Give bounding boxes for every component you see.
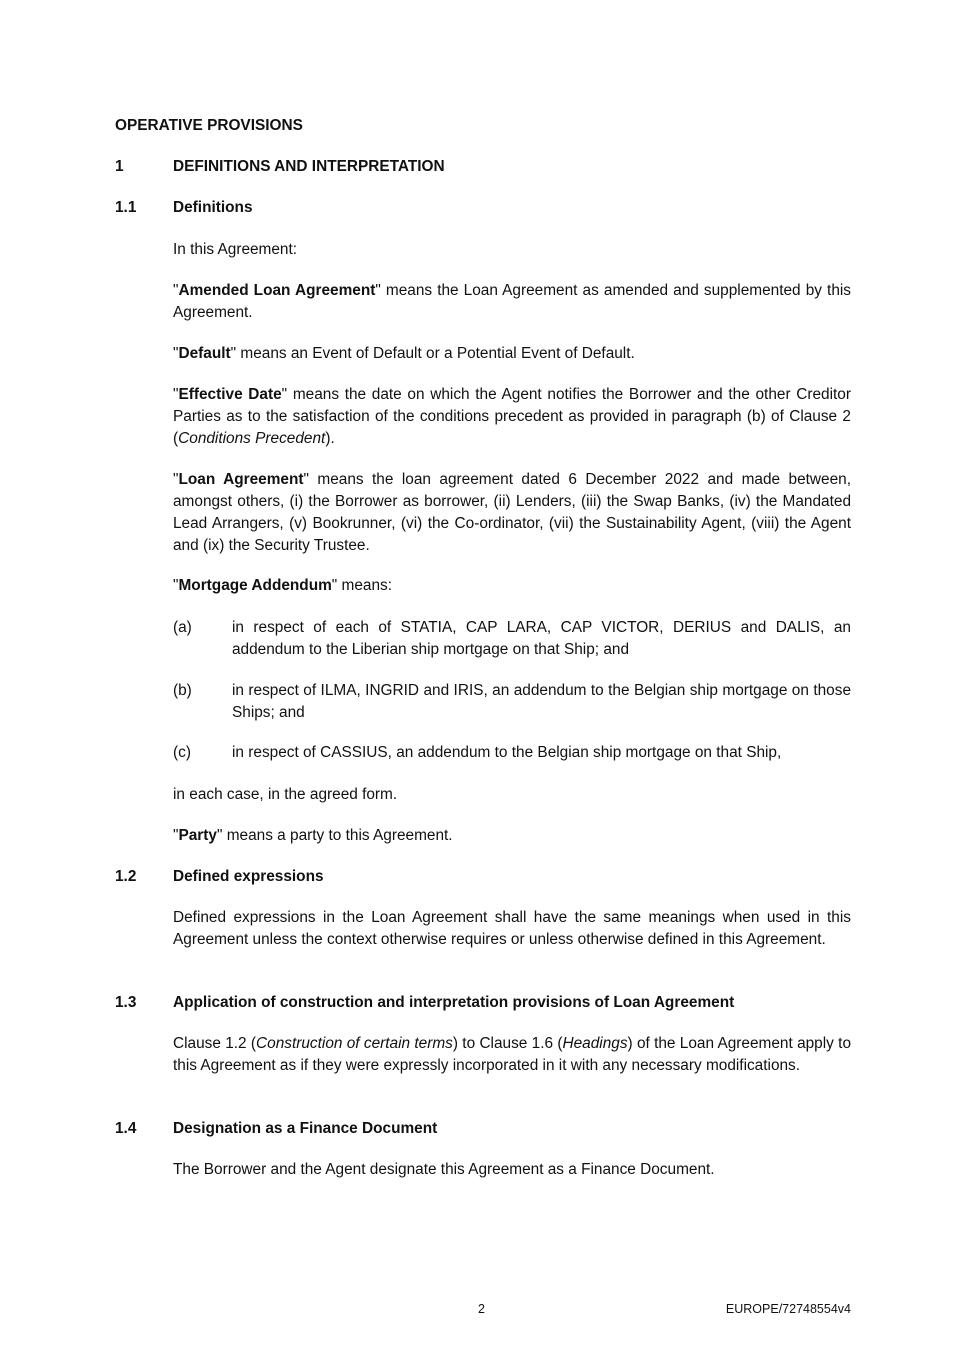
section-1-2-number: 1.2: [115, 868, 137, 885]
body-text: ) to Clause 1.6 (: [452, 1035, 563, 1052]
defined-term: Loan Agreement: [178, 471, 304, 488]
list-item: in respect of each of STATIA, CAP LARA, CAP VICTOR, DERIUS and DALIS, an addendum to the Liberian ship mortgage on that Ship; and: [232, 619, 851, 658]
list-item: in respect of CASSIUS, an addendum to the Belgian ship mortgage on that Ship,: [232, 744, 782, 761]
definition-party: "Party" means a party to this Agreement.: [173, 827, 453, 844]
section-1-1-heading: Definitions: [173, 199, 253, 216]
section-1-2-body: Defined expressions in the Loan Agreement shall have the same meanings when used in this Agreement unless the context otherwise requires or unless otherwise defined in this Agreement.: [173, 909, 851, 948]
list-item-label: (c): [173, 744, 191, 761]
definition-text: " means a party to this Agreement.: [216, 827, 453, 844]
defined-term: Amended Loan Agreement: [178, 282, 376, 299]
definition-amended-loan-agreement: "Amended Loan Agreement" means the Loan Agreement as amended and supplemented by this Agreement.: [173, 282, 851, 321]
definition-text: " means the loan agreement dated 6 December 2022 and made between, amongst others, (i) the Borrower as borrower, (ii) Lenders, (iii) the Swap Banks, (iv) the Mandated Lead Arrangers, (v) Bookrunner, (vi) the Co-ordinator, (vii) the Sustainability Agent, (viii) the Agent and (ix) the Security Trustee.: [173, 471, 851, 554]
section-1-4-body: The Borrower and the Agent designate this Agreement as a Finance Document.: [173, 1161, 715, 1178]
list-item-label: (b): [173, 682, 192, 699]
definition-default: "Default" means an Event of Default or a Potential Event of Default.: [173, 345, 635, 362]
clause-reference: Construction of certain terms: [256, 1035, 453, 1052]
section-1-1-number: 1.1: [115, 199, 137, 216]
page-title: OPERATIVE PROVISIONS: [115, 117, 303, 134]
section-1-4-heading: Designation as a Finance Document: [173, 1120, 438, 1137]
body-text: ) of the Loan Agreement apply to this Agreement as if they were expressly incorporated in it with any necessary modifications.: [173, 1035, 851, 1074]
body-text: Clause 1.2 (: [173, 1035, 257, 1052]
clause-1-heading: DEFINITIONS AND INTERPRETATION: [173, 158, 445, 175]
clause-reference: Conditions Precedent: [178, 430, 326, 447]
list-item: in respect of ILMA, INGRID and IRIS, an addendum to the Belgian ship mortgage on those Ships; and: [232, 682, 851, 721]
clause-1-number: 1: [115, 158, 124, 175]
section-1-4-number: 1.4: [115, 1120, 137, 1137]
definition-text: " means the Loan Agreement as amended and supplemented by this Agreement.: [173, 282, 851, 321]
document-reference: EUROPE/72748554v4: [725, 1302, 851, 1316]
defined-term: Effective Date: [178, 386, 282, 403]
clause-reference: Headings: [562, 1035, 628, 1052]
section-1-3-heading: Application of construction and interpretation provisions of Loan Agreement: [173, 994, 735, 1011]
definition-loan-agreement: "Loan Agreement" means the loan agreement dated 6 December 2022 and made between, amongst others, (i) the Borrower as borrower, (ii) Lenders, (iii) the Swap Banks, (iv) the Mandated Lead Arrangers, (v) Bookrunner, (vi) the Co-ordinator, (vii) the Sustainability Agent, (viii) the Agent and (ix) the Security Trustee.: [173, 471, 851, 554]
definition-mortgage-addendum: "Mortgage Addendum" means:: [173, 577, 393, 594]
list-item-label: (a): [173, 619, 192, 636]
definition-text: " means:: [331, 577, 393, 594]
section-1-3-number: 1.3: [115, 994, 137, 1011]
mortgage-addendum-tail: in each case, in the agreed form.: [173, 786, 398, 803]
definition-effective-date: "Effective Date" means the date on which the Agent notifies the Borrower and the other Creditor Parties as to the satisfaction of the conditions precedent as provided in paragraph (b) of Clause 2 (Conditions Precedent).: [173, 386, 851, 447]
defined-term: Mortgage Addendum: [178, 577, 332, 594]
definition-text: " means the date on which the Agent notifies the Borrower and the other Creditor Parties as to the satisfaction of the conditions precedent as provided in paragraph (b) of Clause 2 (: [173, 386, 851, 447]
defined-term: Default: [178, 345, 231, 362]
page-number: 2: [478, 1302, 485, 1316]
definition-text: " means an Event of Default or a Potential Event of Default.: [230, 345, 635, 362]
section-1-2-heading: Defined expressions: [173, 868, 324, 885]
definition-text-end: ).: [325, 430, 335, 447]
definitions-intro: In this Agreement:: [173, 241, 298, 258]
defined-term: Party: [178, 827, 217, 844]
section-1-3-body: [173, 1033, 851, 1077]
